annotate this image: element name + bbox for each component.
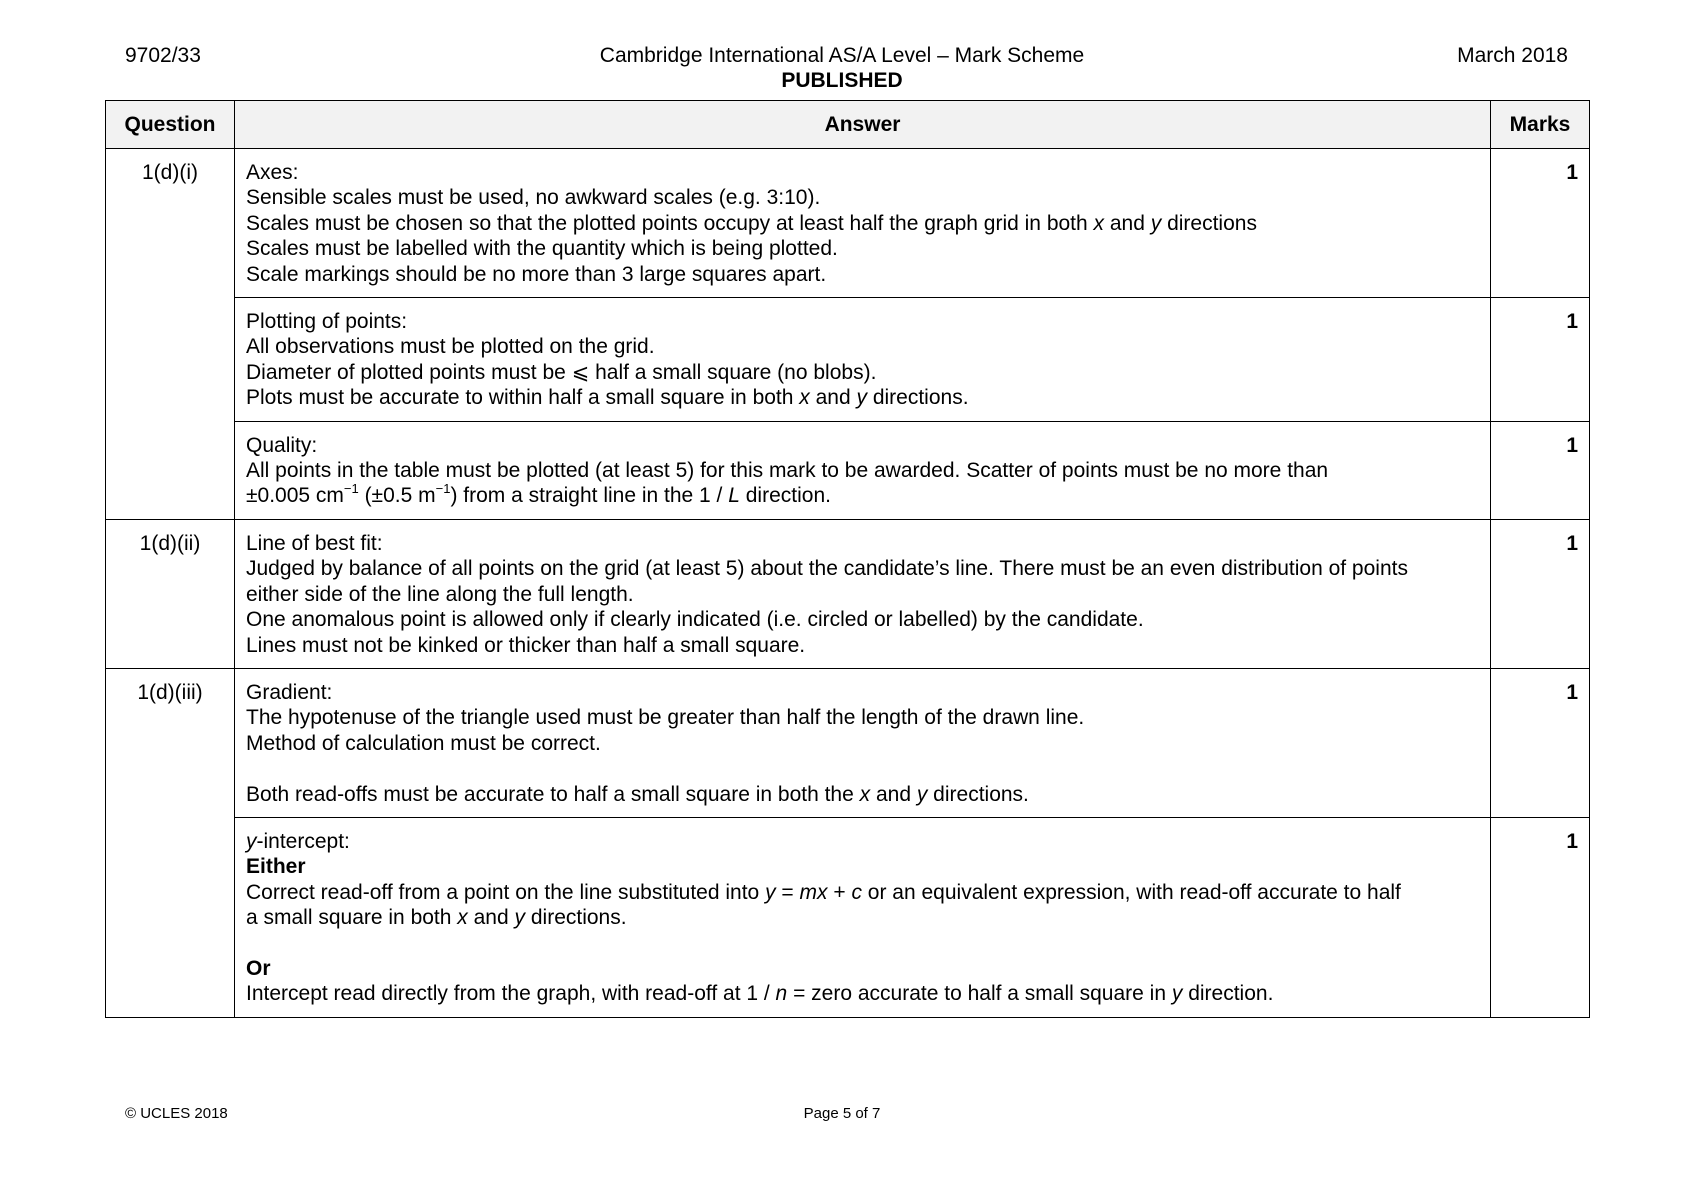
answer-cell	[235, 817, 1491, 1017]
answer-line: Quality:	[246, 433, 318, 457]
column-header-marks: Marks	[1491, 101, 1590, 149]
answer-cell	[235, 421, 1491, 519]
answer-line: Intercept read directly from the graph, with read-off at 1 / n = zero accurate to half a small square in y direction.	[246, 982, 1274, 1006]
answer-line: The hypotenuse of the triangle used must be greater than half the length of the drawn line.	[246, 706, 1085, 730]
table-row	[106, 668, 1590, 817]
answer-cell	[235, 519, 1491, 668]
answer-line: Lines must not be kinked or thicker than half a small square.	[246, 633, 806, 657]
answer-line: Scales must be chosen so that the plotted points occupy at least half the graph grid in both x and y directions	[246, 211, 1257, 235]
table-row	[106, 298, 1590, 422]
answer-line: Judged by balance of all points on the grid (at least 5) about the candidate’s line. There must be an even distribution of points	[246, 557, 1408, 581]
table-header-row	[106, 101, 1590, 149]
answer-line: Diameter of plotted points must be ⩽ half a small square (no blobs).	[246, 360, 877, 384]
published-label: PUBLISHED	[781, 69, 903, 92]
question-number	[106, 421, 235, 519]
table-row	[106, 519, 1590, 668]
answer-cell	[235, 149, 1491, 298]
marks-value: 1	[1491, 421, 1590, 519]
answer-line: Method of calculation must be correct.	[246, 731, 601, 755]
answer-line: Line of best fit:	[246, 531, 383, 555]
answer-line: Correct read-off from a point on the line substituted into y = mx + c or an equivalent expression, with read-off accurate to half	[246, 880, 1401, 904]
question-number	[106, 817, 235, 1017]
answer-line: y-intercept:	[246, 829, 350, 853]
marks-value: 1	[1491, 817, 1590, 1017]
answer-line: All points in the table must be plotted (at least 5) for this mark to be awarded. Scatter of points must be no more than	[246, 459, 1329, 483]
table-row	[106, 817, 1590, 1017]
copyright-notice: © UCLES 2018	[125, 1105, 228, 1122]
question-number: 1(d)(iii)	[106, 668, 235, 817]
column-header-answer: Answer	[235, 101, 1491, 149]
page-number: Page 5 of 7	[803, 1105, 881, 1122]
answer-line: Both read-offs must be accurate to half a small square in both the x and y directions.	[246, 782, 1029, 806]
answer-line-either: Either	[246, 855, 306, 879]
question-number	[106, 298, 235, 422]
answer-line: Plots must be accurate to within half a small square in both x and y directions.	[246, 386, 969, 410]
blank-line	[246, 756, 1479, 781]
marks-value: 1	[1491, 519, 1590, 668]
answer-line: All observations must be plotted on the grid.	[246, 335, 655, 359]
table-row	[106, 421, 1590, 519]
answer-line: Scales must be labelled with the quantity which is being plotted.	[246, 237, 838, 261]
answer-line: Gradient:	[246, 680, 333, 704]
blank-line	[246, 931, 1479, 956]
answer-line: Scale markings should be no more than 3 large squares apart.	[246, 262, 827, 286]
answer-cell	[235, 298, 1491, 422]
answer-line: either side of the line along the full length.	[246, 582, 634, 606]
question-number: 1(d)(i)	[106, 149, 235, 298]
answer-cell	[235, 668, 1491, 817]
answer-line: Plotting of points:	[246, 310, 408, 334]
marks-value: 1	[1491, 149, 1590, 298]
answer-line-or: Or	[246, 956, 271, 980]
table-row	[106, 149, 1590, 298]
marks-value: 1	[1491, 668, 1590, 817]
answer-line: a small square in both x and y directions.	[246, 906, 627, 930]
answer-line: Sensible scales must be used, no awkward scales (e.g. 3:10).	[246, 186, 821, 210]
answer-line: ±0.005 $cm^{-1}$ (±0.5 $m^{-1}$) from a straight line in the 1 / L direction.	[246, 481, 831, 508]
question-number: 1(d)(ii)	[106, 519, 235, 668]
answer-line: One anomalous point is allowed only if clearly indicated (i.e. circled or labelled) by the candidate.	[246, 608, 1144, 632]
answer-line: Axes:	[246, 161, 299, 184]
paper-code: 9702/33	[125, 44, 201, 67]
document-title: Cambridge International AS/A Level – Mark Scheme	[599, 44, 1085, 67]
column-header-question: Question	[106, 101, 235, 149]
marks-value: 1	[1491, 298, 1590, 422]
mark-scheme-table	[105, 100, 1590, 1018]
exam-date: March 2018	[1457, 44, 1568, 67]
